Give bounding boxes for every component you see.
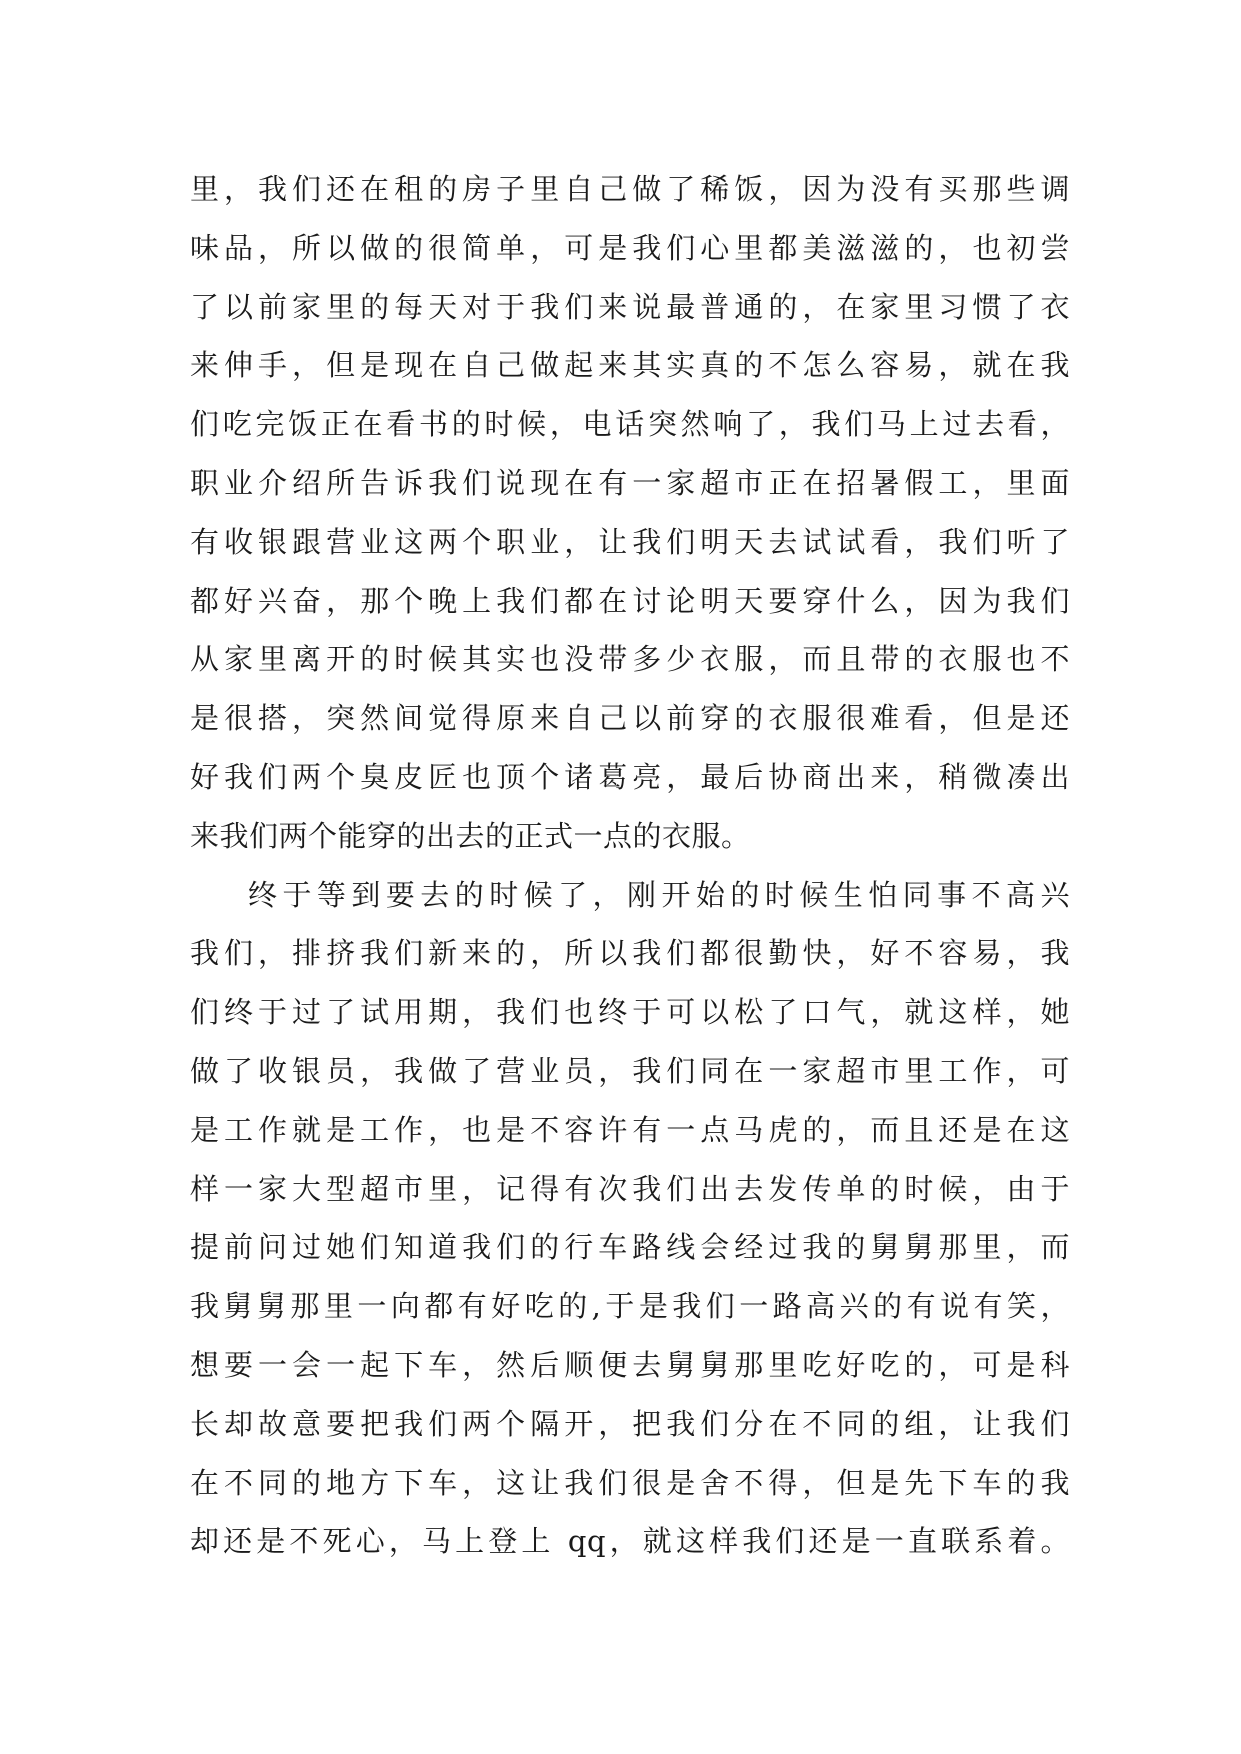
text-line: 是工作就是工作，也是不容许有一点马虎的，而且还是在这 <box>190 1112 1070 1147</box>
text-line: 我舅舅那里一向都有好吃的,于是我们一路高兴的有说有笑， <box>190 1289 1070 1324</box>
text-line: 是很搭，突然间觉得原来自己以前穿的衣服很难看，但是还 <box>190 701 1070 736</box>
text-line: 来伸手，但是现在自己做起来其实真的不怎么容易，就在我 <box>190 348 1070 383</box>
text-line: 职业介绍所告诉我们说现在有一家超市正在招暑假工，里面 <box>190 465 1070 500</box>
text-line: 都好兴奋，那个晚上我们都在讨论明天要穿什么，因为我们 <box>190 583 1070 618</box>
text-line: 想要一会一起下车，然后顺便去舅舅那里吃好吃的，可是科 <box>190 1347 1070 1382</box>
text-line: 了以前家里的每天对于我们来说最普通的，在家里习惯了衣 <box>190 289 1070 324</box>
text-line: 味品，所以做的很简单，可是我们心里都美滋滋的，也初尝 <box>190 230 1070 265</box>
text-line: 却还是不死心，马上登上 qq，就这样我们还是一直联系着。 <box>190 1524 1070 1559</box>
text-line: 好我们两个臭皮匠也顶个诸葛亮，最后协商出来，稍微凑出 <box>190 759 1070 794</box>
text-line: 从家里离开的时候其实也没带多少衣服，而且带的衣服也不 <box>190 642 1070 677</box>
paragraph-2 <box>190 866 1070 1572</box>
text-line: 提前问过她们知道我们的行车路线会经过我的舅舅那里，而 <box>190 1230 1070 1265</box>
text-line: 们吃完饭正在看书的时候，电话突然响了，我们马上过去看， <box>190 407 1070 442</box>
text-line: 有收银跟营业这两个职业，让我们明天去试试看，我们听了 <box>190 524 1070 559</box>
text-line: 们终于过了试用期，我们也终于可以松了口气，就这样，她 <box>190 995 1070 1030</box>
text-line: 我们，排挤我们新来的，所以我们都很勤快，好不容易，我 <box>190 936 1070 971</box>
text-line: 终于等到要去的时候了，刚开始的时候生怕同事不高兴 <box>248 877 1070 912</box>
text-line: 在不同的地方下车，这让我们很是舍不得，但是先下车的我 <box>190 1465 1070 1500</box>
body-text <box>190 160 1070 1571</box>
text-line: 样一家大型超市里，记得有次我们出去发传单的时候，由于 <box>190 1171 1070 1206</box>
text-line: 来我们两个能穿的出去的正式一点的衣服。 <box>190 818 751 853</box>
text-line: 长却故意要把我们两个隔开，把我们分在不同的组，让我们 <box>190 1406 1070 1441</box>
paragraph-1 <box>190 160 1070 866</box>
text-line: 做了收银员，我做了营业员，我们同在一家超市里工作，可 <box>190 1053 1070 1088</box>
text-line: 里，我们还在租的房子里自己做了稀饭，因为没有买那些调 <box>190 172 1070 206</box>
